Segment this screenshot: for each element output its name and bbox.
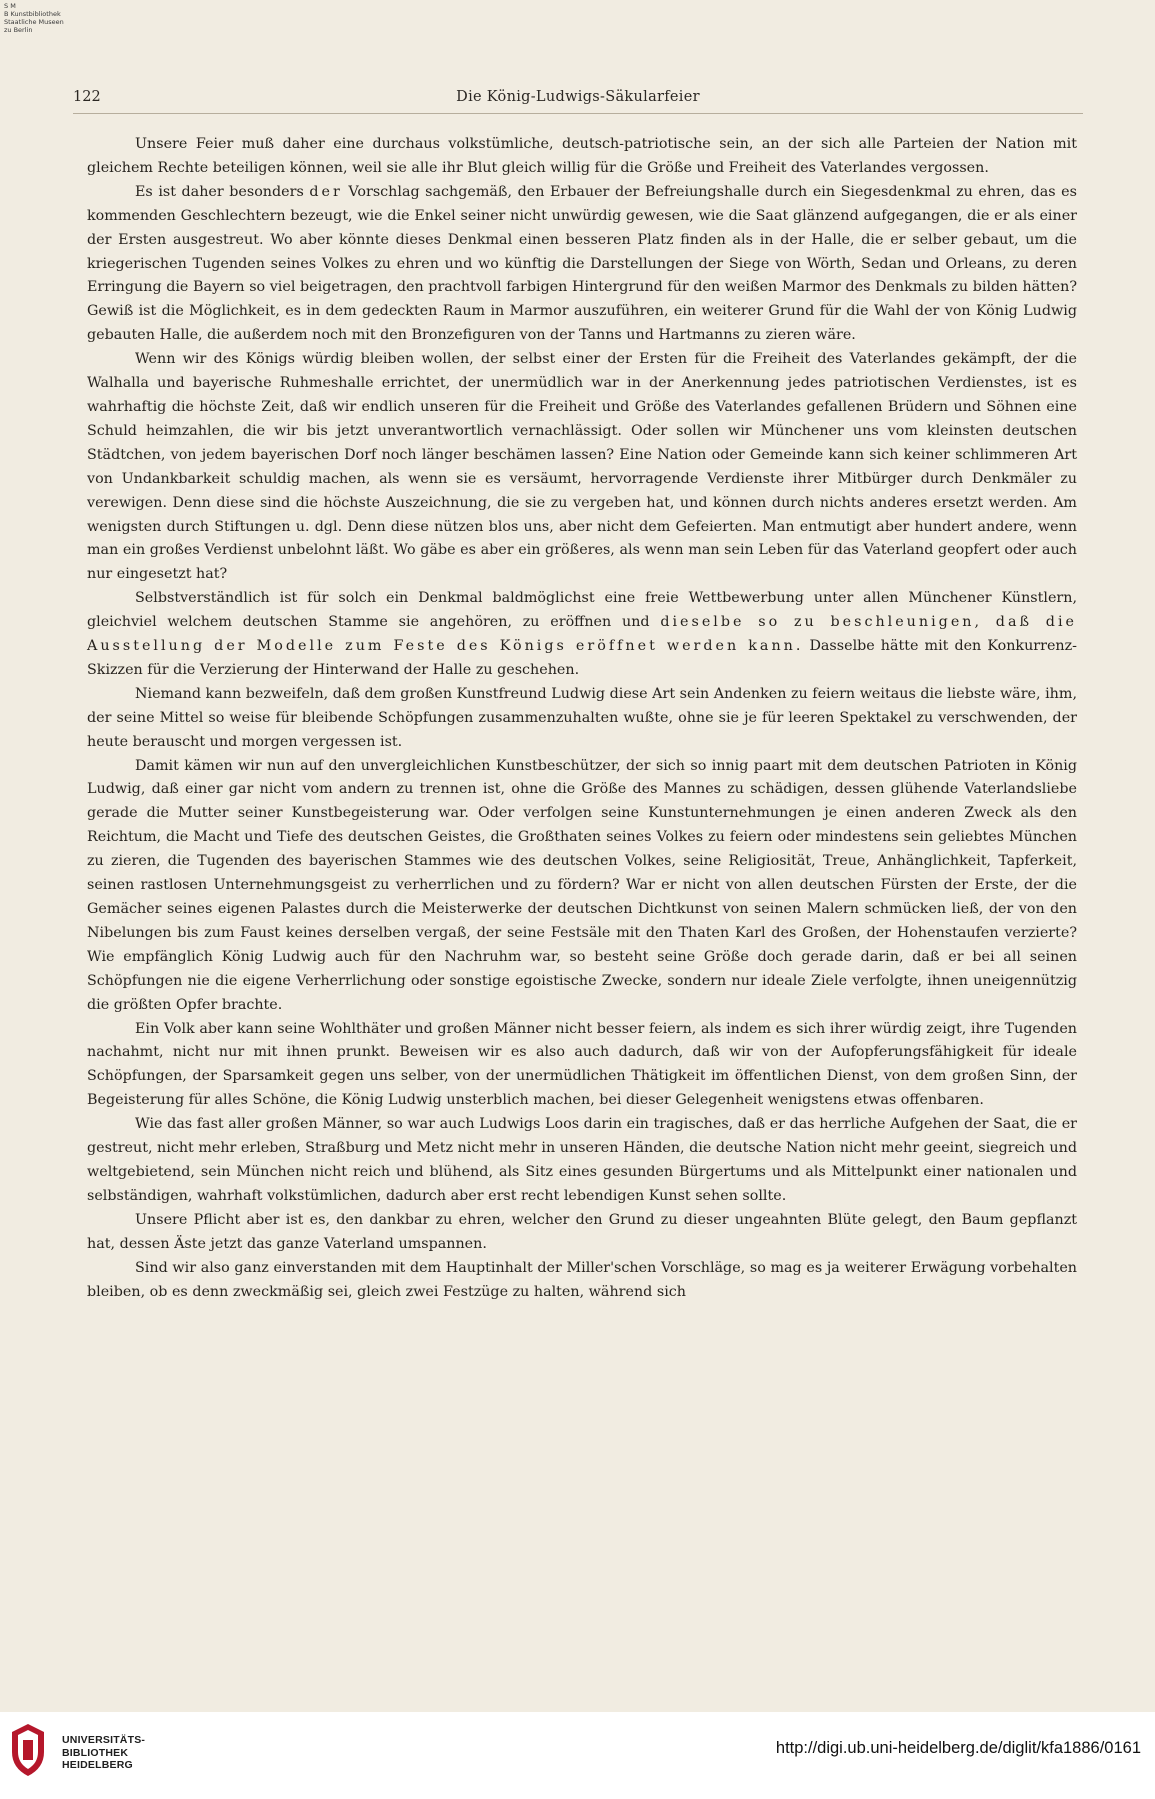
paragraph: Ein Volk aber kann seine Wohlthäter und großen Männer nicht besser feiern, als indem es sich ihrer würdig zeigt, ihre Tugenden nachahmt, nicht nur mit ihnen prunkt. Beweisen wir es also auch dadurch, daß wir von der Aufopferungsfähigkeit für ideale Schöpfungen, der Sparsamkeit gegen uns selber, von der unermüdlichen Thätigkeit im öffentlichen Dienst, von dem großen Sinn, der Begeisterung für alles Schöne, die König Ludwig unsterblich machen, bei dieser Gelegenheit wenigstens etwas offenbaren. bbox=[87, 1020, 1077, 1109]
library-stamp bbox=[4, 2, 74, 34]
paragraph: Niemand kann bezweifeln, daß dem großen Kunstfreund Ludwig diese Art sein Andenken zu feiern weitaus die liebste wäre, ihm, der seine Mittel so weise für bleibende Schöpfungen zusammenzuhalten wußte, ohne sie je für leeren Spektakel zu verschwenden, der heute berauscht und morgen vergessen ist. bbox=[87, 685, 1077, 750]
running-header bbox=[73, 89, 1083, 113]
university-logo-icon bbox=[8, 1722, 48, 1778]
library-name bbox=[62, 1734, 145, 1772]
library-name-line: BIBLIOTHEK bbox=[62, 1746, 129, 1759]
stamp-line: Staatliche Museen bbox=[4, 18, 64, 26]
paragraph-text: Es ist daher besonders bbox=[135, 183, 310, 200]
paragraph-text: Dasselbe hätte mit den Konkurrenz-Skizzen für die Verzierung der Hinterwand der Halle zu geschehen. bbox=[87, 638, 1077, 678]
emphasized-text: dieselbe so zu beschleunigen, daß die Ausstellung der Modelle zum Feste des Königs eröffnet werden kann. bbox=[87, 614, 1077, 655]
footer-bar bbox=[0, 1712, 1155, 1799]
emphasized-text: der bbox=[309, 183, 343, 200]
paragraph-text: Selbstverständlich ist für solch ein Denkmal baldmöglichst eine freie Wettbewerbung unter allen Münchener Künstlern, gleichviel welchem deutschen Stamme sie angehören, zu eröffnen und bbox=[87, 590, 1077, 631]
source-url-link[interactable]: http://digi.ub.uni-heidelberg.de/diglit/kfa1886/0161 bbox=[775, 1739, 1141, 1757]
header-divider bbox=[73, 113, 1083, 114]
stamp-line: zu Berlin bbox=[4, 26, 33, 34]
stamp-line: S M bbox=[4, 2, 16, 10]
paragraph: Sind wir also ganz einverstanden mit dem Hauptinhalt der Miller'schen Vorschläge, so mag es ja weiterer Erwägung vorbehalten bleiben, ob es denn zweckmäßig sei, gleich zwei Festzüge zu halten, während sich bbox=[87, 1259, 1077, 1300]
page-number: 122 bbox=[73, 89, 101, 105]
paragraph-text: Vorschlag sachgemäß, den Erbauer der Befreiungshalle durch ein Siegesdenkmal zu ehren, das es kommenden Geschlechtern bezeugt, wie die Enkel seiner nicht unwürdig gewesen, wie die Saat glänzend aufgegangen, die er als einer der Ersten ausgestreut. Wo aber könnte dieses Denkmal einen besseren Platz finden als in der Halle, die er selber gebaut, um die kriegerischen Tugenden seines Volkes zu ehren und wo künftig die Darstellungen der Siege von Wörth, Sedan und Orleans, zu deren Erringung die Bayern so viel beigetragen, den prachtvoll farbigen Hintergrund für den weißen Marmor des Denkmals zu bilden hätten? Gewiß ist die Möglichkeit, es in dem gedeckten Raum in Marmor auszuführen, ein weiterer Grund für die Wahl der von König Ludwig gebauten Halle, die außerdem noch mit den Bronzefiguren von der Tanns und Hartmanns zu zieren wäre. bbox=[87, 183, 1077, 344]
paragraph bbox=[87, 181, 1077, 348]
page-title: Die König-Ludwigs-Säkularfeier bbox=[456, 89, 700, 105]
paragraph: Wie das fast aller großen Männer, so war auch Ludwigs Loos darin ein tragisches, daß er das herrliche Aufgehen der Saat, die er gestreut, nicht mehr erleben, Straßburg und Metz nicht mehr in unseren Händen, die deutsche Nation nicht mehr geeint, siegreich und weltgebietend, sein München nicht reich und blühend, als Sitz eines gesunden Bürgertums und als Mittelpunkt einer nationalen und selbständigen, wahrhaft volkstümlichen, dadurch aber erst recht lebendigen Kunst sehen sollte. bbox=[87, 1116, 1077, 1204]
paragraph: Unsere Pflicht aber ist es, den dankbar zu ehren, welcher den Grund zu dieser ungeahnten Blüte gelegt, den Baum gepflanzt hat, dessen Äste jetzt das ganze Vaterland umspannen. bbox=[87, 1211, 1077, 1252]
paragraph: Damit kämen wir nun auf den unvergleichlichen Kunstbeschützer, der sich so innig paart mit dem deutschen Patrioten in König Ludwig, daß einer gar nicht vom andern zu trennen ist, ohne die Größe des Mannes zu schädigen, dessen glühende Vaterlandsliebe gerade die Mutter seiner Kunstbegeisterung war. Oder verfolgen seine Kunstunternehmungen je einen anderen Zweck als den Reichtum, die Macht und Tiefe des deutschen Geistes, die Großthaten seines Volkes zu feiern oder mindestens sein geliebtes München zu zieren, die Tugenden des bayerischen Stammes wie des deutschen Volkes, seine Religiosität, Treue, Anhänglichkeit, Tapferkeit, seinen rastlosen Unternehmungsgeist zu verherrlichen und zu fördern? War er nicht von allen deutschen Fürsten der Erste, der die Gemächer seines eigenen Palastes durch die Meisterwerke der deutschen Dichtkunst von seinen Malern schmücken ließ, der von den Nibelungen bis zum Faust keines derselben vergaß, der seine Festsäle mit den Thaten Karl des Großen, der Hohenstaufen verzierte? Wie empfänglich König Ludwig auch für den Nachruhm war, so besteht seine Größe doch gerade darin, daß er bei all seinen Schöpfungen nie die eigene Verherrlichung oder sonstige egoistische Zwecke, sondern nur ideale Ziele verfolgte, ihnen uneigennützig die größten Opfer brachte. bbox=[87, 757, 1077, 1013]
library-name-line: UNIVERSITÄTS- bbox=[62, 1734, 146, 1746]
stamp-line: B Kunstbibliothek bbox=[4, 10, 61, 18]
paragraph bbox=[87, 587, 1077, 683]
article-body bbox=[87, 133, 1077, 1304]
library-name-line: HEIDELBERG bbox=[62, 1759, 133, 1771]
paragraph: Wenn wir des Königs würdig bleiben wollen, der selbst einer der Ersten für die Freiheit des Vaterlandes gekämpft, der die Walhalla und bayerische Ruhmeshalle errichtet, der unermüdlich war in der Anerkennung jedes patriotischen Verdienstes, ist es wahrhaftig die höchste Zeit, daß wir endlich unseren für die Freiheit und Größe des Vaterlandes gefallenen Brüdern und Söhnen eine Schuld heimzahlen, die wir bis jetzt unverantwortlich vernachlässigt. Oder sollen wir Münchener uns vom kleinsten deutschen Städtchen, von jedem bayerischen Dorf noch länger beschämen lassen? Eine Nation oder Gemeinde kann sich keiner schlimmeren Art von Undankbarkeit schuldig machen, als wenn sie es versäumt, hervorragende Verdienste ihrer Mitbürger durch Denkmäler zu verewigen. Denn diese sind die höchste Auszeichnung, die sie zu vergeben hat, und können durch nichts anderes ersetzt werden. Am wenigsten durch Stiftungen u. dgl. Denn diese nützen blos uns, aber nicht dem Gefeierten. Man entmutigt aber hundert andere, wenn man ein großes Verdienst unbelohnt läßt. Wo gäbe es aber ein größeres, als wenn man sein Leben für das Vaterland geopfert oder auch nur eingesetzt hat? bbox=[87, 351, 1077, 583]
paragraph: Unsere Feier muß daher eine durchaus volkstümliche, deutsch-patriotische sein, an der sich alle Parteien der Nation mit gleichem Rechte beteiligen können, weil sie alle ihr Blut gleich willig für die Größe und Freiheit des Vaterlandes vergossen. bbox=[87, 136, 1077, 176]
